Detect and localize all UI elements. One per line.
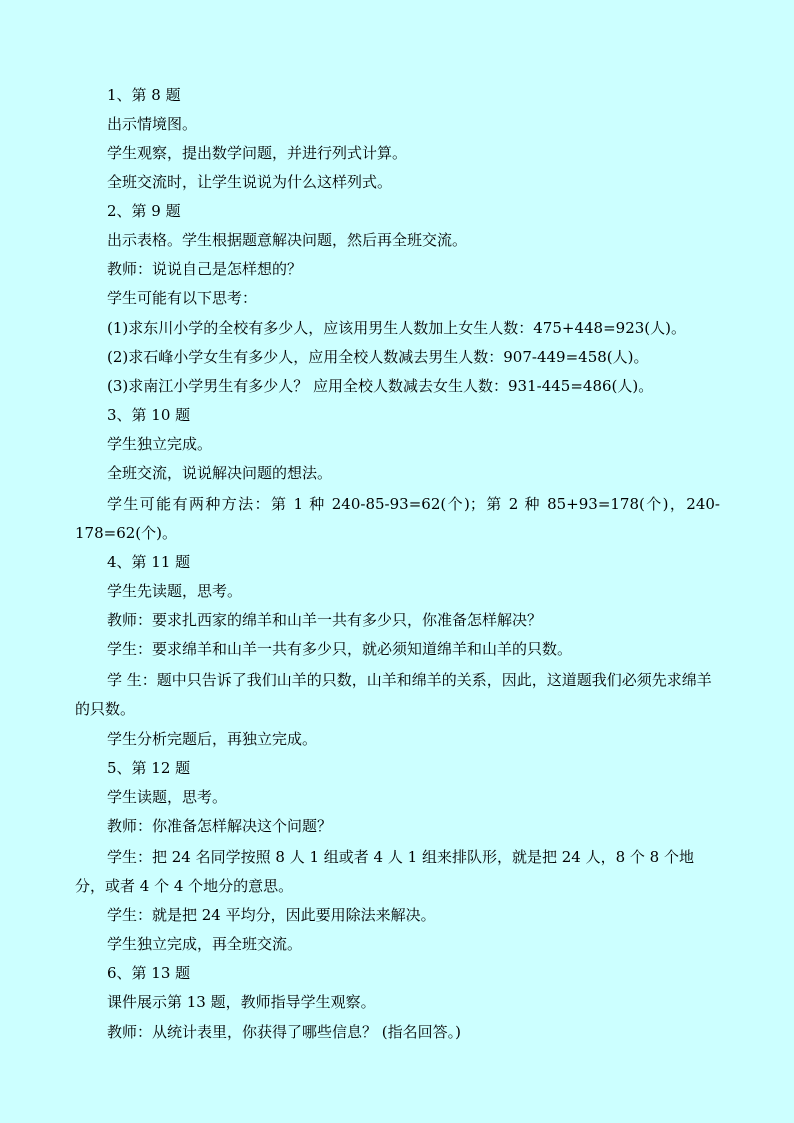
heading-problem-9: 2、第 9 题 xyxy=(107,202,181,220)
paragraph-line: 全班交流，说说解决问题的想法。 xyxy=(107,464,333,482)
paragraph-line: 学生：要求绵羊和山羊一共有多少只，就必须知道绵羊和山羊的只数。 xyxy=(107,640,573,658)
heading-problem-11: 4、第 11 题 xyxy=(107,553,191,571)
heading-problem-8: 1、第 8 题 xyxy=(107,86,181,104)
paragraph-line: 学生可能有以下思考： xyxy=(107,289,258,307)
paragraph-line: 学生分析完题后，再独立完成。 xyxy=(107,730,318,748)
paragraph-line: 学生观察，提出数学问题，并进行列式计算。 xyxy=(107,144,408,162)
paragraph-line: 学生独立完成，再全班交流。 xyxy=(107,935,303,953)
paragraph-line: (3)求南江小学男生有多少人？ 应用全校人数减去女生人数：931-445=486(人)。 xyxy=(107,377,654,395)
heading-problem-10: 3、第 10 题 xyxy=(107,406,191,424)
paragraph-line: 教师：说说自己是怎样想的？ xyxy=(107,260,303,278)
paragraph-line: (1)求东川小学的全校有多少人，应该用男生人数加上女生人数：475+448=923(人)。 xyxy=(107,319,686,337)
paragraph-line: (2)求石峰小学女生有多少人，应用全校人数减去男生人数：907-449=458(人)。 xyxy=(107,348,649,366)
paragraph-line: 教师：要求扎西家的绵羊和山羊一共有多少只，你准备怎样解决？ xyxy=(107,611,543,629)
paragraph-wrapped: 学 生：题中只告诉了我们山羊的只数，山羊和绵羊的关系，因此，这道题我们必须先求绵羊的只数。 xyxy=(75,671,712,718)
heading-problem-13: 6、第 13 题 xyxy=(107,964,191,982)
heading-problem-12: 5、第 12 题 xyxy=(107,759,191,777)
paragraph-line: 学生读题，思考。 xyxy=(107,788,228,806)
paragraph-line: 课件展示第 13 题，教师指导学生观察。 xyxy=(107,993,376,1011)
paragraph-line: 学生：就是把 24 平均分，因此要用除法来解决。 xyxy=(107,906,436,924)
paragraph-line: 学生先读题，思考。 xyxy=(107,582,243,600)
paragraph-line: 全班交流时，让学生说说为什么这样列式。 xyxy=(107,173,393,191)
paragraph-line: 教师：你准备怎样解决这个问题？ xyxy=(107,817,333,835)
paragraph-wrapped: 学生可能有两种方法：第 1 种 240-85-93=62(个)；第 2 种 85+93=178(个)，240-178=62(个)。 xyxy=(75,495,720,542)
paragraph-line: 出示表格。学生根据题意解决问题，然后再全班交流。 xyxy=(107,231,468,249)
paragraph-wrapped: 学生：把 24 名同学按照 8 人 1 组或者 4 人 1 组来排队形，就是把 24 人，8 个 8 个地分，或者 4 个 4 个地分的意思。 xyxy=(75,848,694,895)
paragraph-line: 学生独立完成。 xyxy=(107,435,213,453)
paragraph-line: 出示情境图。 xyxy=(107,115,198,133)
paragraph-line: 教师：从统计表里，你获得了哪些信息？ (指名回答。) xyxy=(107,1023,461,1041)
